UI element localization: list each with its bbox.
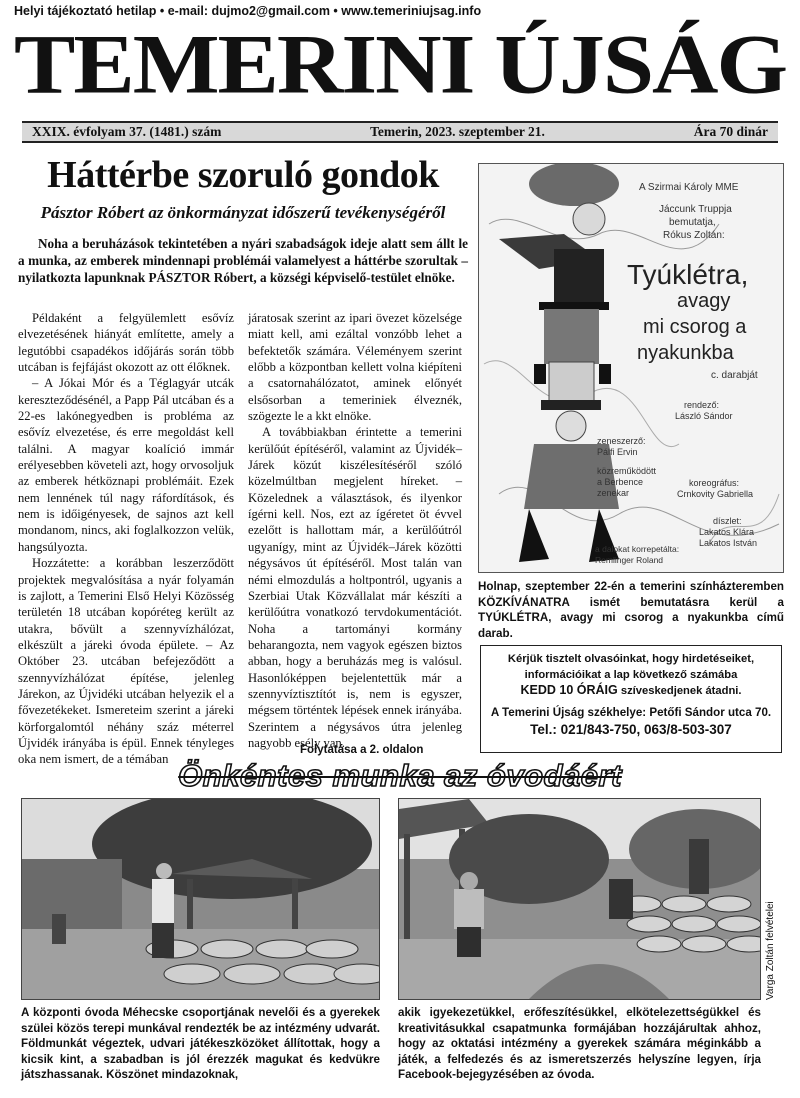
poster-title-line-2: avagy bbox=[677, 290, 731, 312]
paragraph: járatosak szerint az ipari övezet közelsége miatt kell, ami ezáltal vonzóbb lehet a befektetők számára. Véleményem szerint előbb a központban kellett volna kiépíteni a csatornahálózatot, aminek előnyét elsősorban a temeriniek élveznék, szögezte le a kkt elnöke. bbox=[248, 311, 462, 424]
volunteer-caption-right: akik igyekezetükkel, erőfeszítésükkel, elkötelezettségükkel és kreativitásukkal csapatmunka formájában hozzájárultak ahhoz, hogy az oktatási intézmény a gyerekek számára méginkább a játék, a felfedezés és az ismeretszerzés helyszíne legyen, írja Facebook-bejegyzésében az óvoda. bbox=[398, 1006, 761, 1081]
poster-choreo: Crnkovity Gabriella bbox=[677, 489, 754, 499]
masthead: TEMERINI ÚJSÁG bbox=[13, 17, 786, 111]
poster-choreo-role: koreográfus: bbox=[689, 478, 740, 488]
photo-credit: Varga Zoltán felvételei bbox=[765, 901, 776, 1000]
notice-line-1: Kérjük tisztelt olvasóinkat, hogy hirdetéseiket, bbox=[507, 653, 755, 665]
volunteer-banner-title: Önkéntes munka az óvodáért bbox=[178, 758, 622, 793]
notice-address: A Temerini Újság székhelye: Petőfi Sándor utca 70. bbox=[490, 705, 772, 719]
article-subhead: Pásztor Róbert az önkormányzat időszerű tevékenységéről bbox=[40, 203, 446, 222]
poster-partner-role: közreműködött bbox=[597, 466, 657, 476]
issue-date: Temerin, 2023. szeptember 21. bbox=[370, 124, 545, 139]
paragraph: Hozzátette: a korábban leszerződött projektek megvalósítása a nyár folyamán is zajlott, a Temerini Első Helyi Közösség területén 18 utcában kopóréteg került az utakra, bővült a szennyvízhálózat, elkészült a járeki óvoda épülete. – Az Október 23. utcában befejeződött a szennyvízhálózat építése, jelenleg Járekon, az Újvidéki utcában helyezik el a fővezetékeket. Ismereteim szerint a járeki körforgalomtól néhány száz méterrel Újvidék irányába is épül. Ennek tényleges oka nem ismert, de a témában bbox=[18, 556, 234, 767]
poster-partner-line-2: zenekar bbox=[597, 488, 630, 498]
poster-troupe-line-1: Jáccunk Truppja bbox=[659, 204, 732, 215]
article-column-2 bbox=[248, 310, 462, 751]
notice-phone: Tel.: 021/843-750, 063/8-503-307 bbox=[530, 721, 732, 737]
poster-song: Remlinger Roland bbox=[595, 555, 664, 565]
paragraph: Példaként a felgyülemlett esővíz elvezetésének hiányát említette, amely a legutóbbi csapadékos időjárás során több utcában is fejfájást okozott az ott élőknek. bbox=[18, 311, 234, 375]
poster-director-role: rendező: bbox=[684, 400, 720, 410]
poster-presenter: A Szirmai Károly MME bbox=[639, 182, 739, 193]
photo-playground-right bbox=[399, 799, 761, 1000]
poster-set-role: díszlet: bbox=[713, 516, 742, 526]
volunteer-caption-left: A központi óvoda Méhecske csoportjának nevelői és a gyerekek szülei közös terepi munkával rendezték be az intézmény udvarát. Földmunkát végeztek, udvari játékeszközöket állítottak, hogy a kicsik kint, a szabadban is jól érezzék magukat és kedvükre játszhassanak. Köszönet mindazoknak, bbox=[21, 1006, 380, 1081]
notice-deadline: KEDD 10 ÓRÁIG bbox=[520, 683, 618, 697]
article-headline: Háttérbe szoruló gondok bbox=[47, 154, 439, 196]
poster-troupe-line-3: Rókus Zoltán: bbox=[663, 230, 725, 241]
notice-line-2: információikat a lap következő számába bbox=[524, 668, 738, 681]
poster-title-line-1: Tyúklétra, bbox=[627, 259, 749, 290]
article-lead: Noha a beruházások tekintetében a nyári szabadságok ideje alatt sem állt le a munka, az emberek mindennapi problémái valamelyest a háttérbe szorultak – nyilatkozta lapunknak PÁSZTOR Róbert, a községi képviselő-testület elnöke. bbox=[18, 236, 468, 285]
paragraph: A továbbiakban érintette a temerini kerülőút építéséről, valamint az Újvidék–Járek közút kiszélesítéséről szóló közelmúltban megjelent híreket. – Közelednek a választások, és ilyenkor ígérni kell. Nos, ezt az ígéretet öt évvel ezelőtt is hallottam már, a kerülőútról ugyanígy, mint az Újvidék–Járek közötti négysávos út építéséről. Most talán van némi elmozdulás a holtpontról, ugyanis a Szerbiai Utak Közvállalat már készíti a kerülőútra vonatkozó tervdokumentációt. Noha a tartományi kormány beharangozta, nem vagyok egészen biztos abban, hogy a beruházás meg is valósul. Hasonlóképpen bejelentettük már a szennyvíztisztítót is, nem is egyszer, mégsem történtek lépések ennek irányába. Szerintem a négysávos útra jelenleg nagyobb esély van. bbox=[248, 425, 462, 750]
poster-composer-role: zeneszerző: bbox=[597, 436, 646, 446]
poster-set-line-2: Lakatos István bbox=[699, 538, 758, 548]
topline: Helyi tájékoztató hetilap • e-mail: dujmo2@gmail.com • www.temeriniujsag.info bbox=[14, 4, 482, 18]
poster-title-line-3: mi csorog a bbox=[643, 316, 747, 338]
poster-composer: Pálfi Ervin bbox=[597, 447, 638, 457]
poster-figures-illustration bbox=[479, 164, 784, 573]
notice-line-3-rest: szíveskedjenek átadni. bbox=[617, 685, 742, 697]
poster-troupe-line-2: bemutatja, bbox=[669, 217, 716, 228]
continued-note: Folytatása a 2. oldalon bbox=[300, 744, 424, 756]
theatre-poster bbox=[478, 163, 784, 573]
issue-price: Ára 70 dinár bbox=[693, 124, 768, 139]
volunteer-photo-right bbox=[398, 798, 761, 1000]
volunteer-photo-left bbox=[21, 798, 380, 1000]
photo-playground-left bbox=[22, 799, 380, 1000]
poster-genre: c. darabját bbox=[711, 370, 758, 381]
paragraph: – A Jókai Mór és a Téglagyár utcák kereszteződésénél, a Papp Pál utcában és a 22-es lakónegyedben is probléma az esővíz elvezetése, és erre megoldást kell találni. A magyar koalíció immár erélyesebben követeli azt, hogy orvosoljuk az emberek hétköznapi problémáit. Ezek nem lennének túl nagy ráfordítások, és nem is időigényesek, de sajnos azt kell mondanom, nincs, aki foglalkozzon velük, hangsúlyozta. bbox=[18, 376, 234, 554]
editorial-notice-box bbox=[480, 645, 782, 753]
poster-director: László Sándor bbox=[675, 411, 733, 421]
issue-bar bbox=[22, 121, 778, 143]
poster-song-role: a dalokat korrepetálta: bbox=[595, 544, 680, 554]
poster-title-line-4: nyakunkba bbox=[637, 342, 734, 364]
notice-line-3 bbox=[481, 683, 781, 700]
volunteer-banner bbox=[0, 759, 800, 793]
article-column-1 bbox=[18, 310, 234, 768]
poster-caption: Holnap, szeptember 22-én a temerini színházteremben KÖZKÍVÁNATRA ismét bemutatásra kerül a TYÚKLÉTRA, avagy mi csorog a nyakunkba című darab. bbox=[478, 580, 784, 640]
issue-number: XXIX. évfolyam 37. (1481.) szám bbox=[32, 124, 222, 139]
poster-set-line-1: Lakatos Klára bbox=[699, 527, 755, 537]
poster-partner-line-1: a Berbence bbox=[597, 477, 644, 487]
